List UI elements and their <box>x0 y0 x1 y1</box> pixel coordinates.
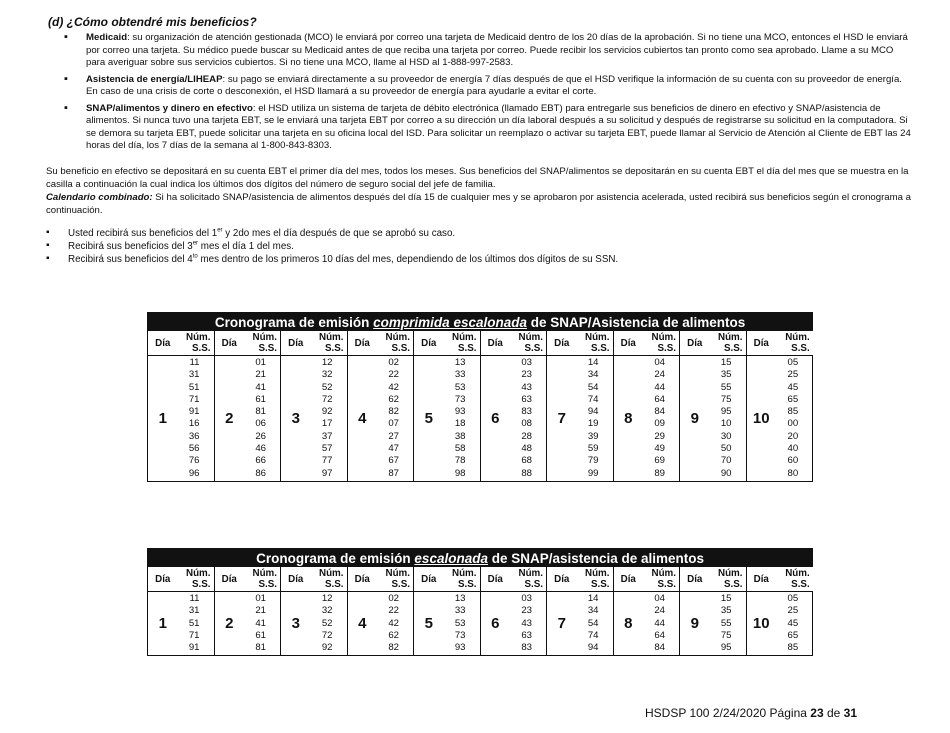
list-item <box>62 74 912 99</box>
column-header-day: Día <box>347 567 377 592</box>
column-header-day: Día <box>347 331 377 356</box>
ssn-digits: 55 <box>720 381 732 393</box>
ssn-digits: 49 <box>654 443 665 455</box>
ssn-digits: 50 <box>720 443 732 455</box>
ssn-digits: 21 <box>255 369 266 381</box>
ssn-digits: 33 <box>454 605 466 617</box>
day-number: 3 <box>281 356 311 482</box>
ssn-digits: 15 <box>720 593 732 604</box>
schedule-rules-list <box>46 227 906 266</box>
ssn-digits: 56 <box>188 443 200 455</box>
ssn-digits: 32 <box>321 369 333 381</box>
ssn-digits: 75 <box>720 393 732 405</box>
ssn-digits: 07 <box>388 418 399 430</box>
ssn-digits: 51 <box>188 617 200 629</box>
ssn-digits: 08 <box>521 418 532 430</box>
ssn-digits: 21 <box>255 605 266 617</box>
ssn-digit-list <box>577 592 614 656</box>
column-header-ssn: Núm. S.S. <box>244 567 281 592</box>
ssn-digits: 67 <box>388 455 399 467</box>
ssn-digits: 72 <box>321 393 333 405</box>
ssn-digits: 74 <box>587 393 599 405</box>
ssn-digits: 33 <box>454 369 466 381</box>
ssn-digits: 14 <box>587 593 599 604</box>
ssn-digits: 84 <box>654 406 665 418</box>
ssn-digits: 69 <box>654 455 665 467</box>
ssn-digits: 46 <box>255 443 266 455</box>
ssn-digits: 32 <box>321 605 333 617</box>
ssn-digits: 96 <box>188 467 200 479</box>
ssn-digits: 15 <box>720 357 732 368</box>
staggered-schedule-table <box>147 548 813 656</box>
column-header-ssn: Núm. S.S. <box>311 331 348 356</box>
ssn-digits: 40 <box>787 443 799 455</box>
ssn-digits: 92 <box>321 406 333 418</box>
ssn-digits: 90 <box>720 467 732 479</box>
ssn-digits: 63 <box>521 393 532 405</box>
ssn-digits: 11 <box>189 357 200 368</box>
bullet-term: Asistencia de energía/LIHEAP <box>86 73 223 85</box>
page-footer: HSDSP 100 2/24/2020 Página 23 de 31 <box>645 706 858 720</box>
ssn-digits: 83 <box>521 406 532 418</box>
ssn-digits: 29 <box>654 430 665 442</box>
ssn-digits: 53 <box>454 381 466 393</box>
day-number: 7 <box>547 592 577 656</box>
ssn-digits: 76 <box>188 455 200 467</box>
table-title: Cronograma de emisión escalonada de SNAP/asistencia de alimentos <box>148 549 813 567</box>
column-header-ssn: Núm. S.S. <box>510 567 547 592</box>
ssn-digits: 82 <box>388 406 399 418</box>
ssn-digit-list <box>776 356 813 482</box>
ssn-digit-list <box>643 356 680 482</box>
column-header-ssn: Núm. S.S. <box>577 331 614 356</box>
ssn-digits: 20 <box>787 430 799 442</box>
ssn-digit-list <box>244 356 281 482</box>
day-number: 2 <box>214 356 244 482</box>
day-number: 5 <box>414 356 444 482</box>
ssn-digits: 37 <box>321 430 333 442</box>
ssn-digits: 43 <box>521 381 532 393</box>
ssn-digits: 71 <box>188 393 200 405</box>
ssn-digits: 81 <box>255 642 266 654</box>
ssn-digits: 97 <box>321 467 333 479</box>
column-header-ssn: Núm. S.S. <box>444 331 481 356</box>
ssn-digits: 62 <box>388 393 399 405</box>
ssn-digits: 82 <box>388 642 399 654</box>
ssn-digits: 13 <box>454 357 466 368</box>
column-header-ssn: Núm. S.S. <box>577 567 614 592</box>
ssn-digits: 74 <box>587 629 599 641</box>
ssn-digits: 05 <box>787 357 799 368</box>
ssn-digit-list <box>444 356 481 482</box>
ssn-digits: 51 <box>188 381 200 393</box>
column-header-day: Día <box>214 331 244 356</box>
ssn-digit-list <box>178 592 215 656</box>
ssn-digits: 64 <box>654 393 665 405</box>
ssn-digits: 54 <box>587 381 599 393</box>
ssn-digits: 17 <box>321 418 333 430</box>
column-header-ssn: Núm. S.S. <box>776 331 813 356</box>
ssn-digits: 71 <box>188 629 200 641</box>
ssn-digits: 10 <box>720 418 732 430</box>
ssn-digits: 05 <box>787 593 799 604</box>
ssn-digits: 00 <box>787 418 799 430</box>
ssn-digit-list <box>510 356 547 482</box>
combined-calendar-label: Calendario combinado: <box>46 192 153 203</box>
column-header-day: Día <box>214 567 244 592</box>
column-header-day: Día <box>613 331 643 356</box>
compressed-schedule-table <box>147 312 813 482</box>
ssn-digits: 91 <box>188 406 200 418</box>
ssn-digits: 25 <box>787 605 799 617</box>
ssn-digit-list <box>444 592 481 656</box>
ssn-digits: 38 <box>454 430 466 442</box>
day-number: 8 <box>613 592 643 656</box>
ssn-digits: 53 <box>454 617 466 629</box>
ssn-digit-list <box>178 356 215 482</box>
ssn-digits: 14 <box>587 357 599 368</box>
ssn-digit-list <box>776 592 813 656</box>
ssn-digits: 85 <box>787 642 799 654</box>
ssn-digits: 35 <box>720 369 732 381</box>
ssn-digits: 45 <box>787 381 799 393</box>
combined-calendar-text: Si ha solicitado SNAP/asistencia de alimentos después del día 15 de cualquier mes y se aprobaron por asistencia acelerada, usted recibirá sus beneficios según el cronograma a continuación. <box>46 192 911 216</box>
ssn-digits: 63 <box>521 629 532 641</box>
ssn-digits: 55 <box>720 617 732 629</box>
ssn-digit-list <box>377 592 414 656</box>
ssn-digits: 54 <box>587 617 599 629</box>
ssn-digits: 01 <box>255 357 266 368</box>
ssn-digits: 89 <box>654 467 665 479</box>
column-header-day: Día <box>414 567 444 592</box>
column-header-ssn: Núm. S.S. <box>311 567 348 592</box>
ssn-digits: 22 <box>388 369 399 381</box>
ssn-digits: 31 <box>188 605 200 617</box>
ssn-digits: 34 <box>587 605 599 617</box>
ssn-digit-list <box>577 356 614 482</box>
day-number: 10 <box>746 592 776 656</box>
ssn-digits: 64 <box>654 629 665 641</box>
bullet-text: : el HSD utiliza un sistema de tarjeta de débito electrónica (llamado EBT) para entregarle sus beneficios de dinero en efectivo y SNAP/asistencia de alimentos. Si nunca tuvo una tarjeta EBT, se le enviará una tarjeta EBT por correo a su dirección un día laboral después a su solicitud y después de registrarse su solicitud en la computadora. Si se demora su tarjeta EBT, puede solicitar una tarjeta en su oficina local del ISD. Para solicitar un reemplazo o activar su tarjeta EBT, puede llamar al Servicio de Atención al Cliente de EBT las 24 horas del día, los 7 días de la semana al 1-800-843-8303. <box>86 102 911 151</box>
ssn-digits: 79 <box>587 455 599 467</box>
column-header-ssn: Núm. S.S. <box>643 567 680 592</box>
column-header-ssn: Núm. S.S. <box>244 331 281 356</box>
ssn-digits: 91 <box>188 642 200 654</box>
ssn-digit-list <box>311 592 348 656</box>
ssn-digits: 73 <box>454 393 466 405</box>
column-header-day: Día <box>281 567 311 592</box>
column-header-ssn: Núm. S.S. <box>377 567 414 592</box>
ssn-digits: 22 <box>388 605 399 617</box>
ssn-digits: 80 <box>787 467 799 479</box>
column-header-ssn: Núm. S.S. <box>444 567 481 592</box>
ssn-digits: 30 <box>720 430 732 442</box>
ssn-digits: 61 <box>255 393 266 405</box>
ssn-digits: 72 <box>321 629 333 641</box>
ssn-digits: 65 <box>787 629 799 641</box>
bullet-text: : su organización de atención gestionada (MCO) le enviará por correo una tarjeta de Medicaid dentro de los 20 días de la aprobación. Si no tiene una MCO, entonces el HSD le enviará por correo una tarjeta. Su médico puede buscar su Medicaid antes de que reciba una tarjeta por correo. Puede recibir los servicios cubiertos tan pronto como sea aprobado. Llame a su MCO para averiguar sobre sus servicios cubiertos. Si no tiene una MCO, llame al HSD al 1-888-997-2583. <box>86 32 908 68</box>
ssn-digits: 58 <box>454 443 466 455</box>
list-item: ▪ Recibirá sus beneficios del $4^{to}$ mes dentro de los primeros 10 días del mes, dependiendo de los últimos dos dígitos de su SSN. <box>46 253 906 266</box>
ssn-digits: 95 <box>720 406 732 418</box>
ssn-digits: 12 <box>321 357 333 368</box>
ssn-digits: 94 <box>587 406 599 418</box>
ssn-digits: 78 <box>454 455 466 467</box>
column-header-day: Día <box>414 331 444 356</box>
ssn-digits: 98 <box>454 467 466 479</box>
ssn-digit-list <box>643 592 680 656</box>
column-header-day: Día <box>547 331 577 356</box>
ssn-digits: 09 <box>654 418 665 430</box>
ssn-digits: 48 <box>521 443 532 455</box>
day-number: 1 <box>148 592 178 656</box>
ssn-digits: 43 <box>521 617 532 629</box>
column-header-day: Día <box>680 567 710 592</box>
day-number: 2 <box>214 592 244 656</box>
ssn-digits: 41 <box>255 381 266 393</box>
ssn-digits: 42 <box>388 617 399 629</box>
bullet-term: Medicaid <box>86 32 128 43</box>
ssn-digits: 99 <box>587 467 599 479</box>
ssn-digits: 88 <box>521 467 532 479</box>
column-header-ssn: Núm. S.S. <box>710 331 747 356</box>
ssn-digits: 24 <box>654 605 665 617</box>
ssn-digits: 31 <box>188 369 200 381</box>
ssn-digits: 83 <box>521 642 532 654</box>
column-header-ssn: Núm. S.S. <box>510 331 547 356</box>
ssn-digits: 70 <box>720 455 732 467</box>
ssn-digits: 59 <box>587 443 599 455</box>
column-header-ssn: Núm. S.S. <box>377 331 414 356</box>
ssn-digits: 77 <box>321 455 333 467</box>
ssn-digits: 23 <box>521 605 532 617</box>
ssn-digits: 57 <box>321 443 333 455</box>
ssn-digits: 26 <box>255 430 266 442</box>
ssn-digits: 84 <box>654 642 665 654</box>
ssn-digits: 68 <box>521 455 532 467</box>
list-item <box>62 32 912 70</box>
ssn-digits: 01 <box>255 593 266 604</box>
column-header-ssn: Núm. S.S. <box>710 567 747 592</box>
day-number: 9 <box>680 592 710 656</box>
ssn-digits: 06 <box>255 418 266 430</box>
day-number: 9 <box>680 356 710 482</box>
day-number: 6 <box>480 592 510 656</box>
ssn-digit-list <box>510 592 547 656</box>
ssn-digits: 19 <box>587 418 599 430</box>
day-number: 4 <box>347 356 377 482</box>
day-number: 6 <box>480 356 510 482</box>
list-item: ▪ Recibirá sus beneficios del 3er mes el día 1 del mes. <box>46 240 906 253</box>
ssn-digits: 60 <box>787 455 799 467</box>
ssn-digit-list <box>244 592 281 656</box>
ssn-digits: 11 <box>189 593 200 604</box>
ssn-digits: 85 <box>787 406 799 418</box>
column-header-day: Día <box>480 331 510 356</box>
ssn-digits: 65 <box>787 393 799 405</box>
combined-calendar-paragraph <box>46 192 916 217</box>
table-title: Cronograma de emisión comprimida escalonada de SNAP/Asistencia de alimentos <box>148 313 813 331</box>
list-item: ▪ Usted recibirá sus beneficios del 1er y 2do mes el día después de que se aprobó su caso. <box>46 227 906 240</box>
ssn-digits: 86 <box>255 467 266 479</box>
ssn-digit-list <box>710 592 747 656</box>
ssn-digits: 75 <box>720 629 732 641</box>
ssn-digits: 04 <box>654 357 665 368</box>
ssn-digits: 34 <box>587 369 599 381</box>
ssn-digits: 62 <box>388 629 399 641</box>
benefit-delivery-list <box>62 32 912 157</box>
deposit-paragraph: Su beneficio en efectivo se depositará en su cuenta EBT el primer día del mes, todos los meses. Sus beneficios del SNAP/alimentos se depositarán en su cuenta EBT el día del mes que se muestra en la casilla a continuación la cual indica los últimos dos dígitos del número de seguro social del jefe de familia. <box>46 166 909 190</box>
ssn-digits: 03 <box>521 593 532 604</box>
ssn-digits: 81 <box>255 406 266 418</box>
day-number: 1 <box>148 356 178 482</box>
ssn-digits: 18 <box>454 418 466 430</box>
column-header-ssn: Núm. S.S. <box>643 331 680 356</box>
ssn-digits: 27 <box>388 430 399 442</box>
section-heading: (d) ¿Cómo obtendré mis beneficios? <box>48 15 257 29</box>
ssn-digits: 03 <box>521 357 532 368</box>
ssn-digits: 41 <box>255 617 266 629</box>
ssn-digits: 39 <box>587 430 599 442</box>
ssn-digits: 25 <box>787 369 799 381</box>
day-number: 10 <box>746 356 776 482</box>
ssn-digits: 16 <box>188 418 200 430</box>
ssn-digit-list <box>710 356 747 482</box>
ssn-digits: 47 <box>388 443 399 455</box>
ssn-digits: 44 <box>654 381 665 393</box>
ssn-digits: 95 <box>720 642 732 654</box>
day-number: 8 <box>613 356 643 482</box>
ssn-digits: 02 <box>388 357 399 368</box>
ssn-digits: 44 <box>654 617 665 629</box>
column-header-day: Día <box>746 567 776 592</box>
day-number: 4 <box>347 592 377 656</box>
ssn-digits: 28 <box>521 430 532 442</box>
ssn-digits: 42 <box>388 381 399 393</box>
column-header-ssn: Núm. S.S. <box>178 331 215 356</box>
ssn-digits: 02 <box>388 593 399 604</box>
ssn-digits: 66 <box>255 455 266 467</box>
column-header-ssn: Núm. S.S. <box>178 567 215 592</box>
ssn-digits: 04 <box>654 593 665 604</box>
ssn-digits: 61 <box>255 629 266 641</box>
ssn-digits: 94 <box>587 642 599 654</box>
column-header-ssn: Núm. S.S. <box>776 567 813 592</box>
ssn-digits: 35 <box>720 605 732 617</box>
column-header-day: Día <box>746 331 776 356</box>
ssn-digits: 24 <box>654 369 665 381</box>
ssn-digits: 73 <box>454 629 466 641</box>
bullet-text: : su pago se enviará directamente a su proveedor de energía 7 días después de que el HSD verifique la información de su cuenta con su proveedor de energía. En caso de una crisis de corte o desconexión, el HSD llamará a su proveedor de energía para ayudarle a evitar el corte. <box>86 73 902 97</box>
column-header-day: Día <box>613 567 643 592</box>
ssn-digits: 23 <box>521 369 532 381</box>
ssn-digits: 13 <box>454 593 466 604</box>
column-header-day: Día <box>281 331 311 356</box>
column-header-day: Día <box>148 567 178 592</box>
ssn-digits: 87 <box>388 467 399 479</box>
ssn-digits: 93 <box>454 642 466 654</box>
ssn-digits: 36 <box>188 430 200 442</box>
column-header-day: Día <box>547 567 577 592</box>
column-header-day: Día <box>680 331 710 356</box>
ssn-digits: 12 <box>321 593 333 604</box>
ssn-digits: 52 <box>321 381 333 393</box>
bullet-term: SNAP/alimentos y dinero en efectivo <box>86 102 253 114</box>
ssn-digit-list <box>377 356 414 482</box>
ssn-digit-list <box>311 356 348 482</box>
day-number: 7 <box>547 356 577 482</box>
list-item <box>62 103 912 153</box>
day-number: 3 <box>281 592 311 656</box>
day-number: 5 <box>414 592 444 656</box>
ssn-digits: 45 <box>787 617 799 629</box>
ssn-digits: 93 <box>454 406 466 418</box>
column-header-day: Día <box>480 567 510 592</box>
column-header-day: Día <box>148 331 178 356</box>
ssn-digits: 92 <box>321 642 333 654</box>
ssn-digits: 52 <box>321 617 333 629</box>
